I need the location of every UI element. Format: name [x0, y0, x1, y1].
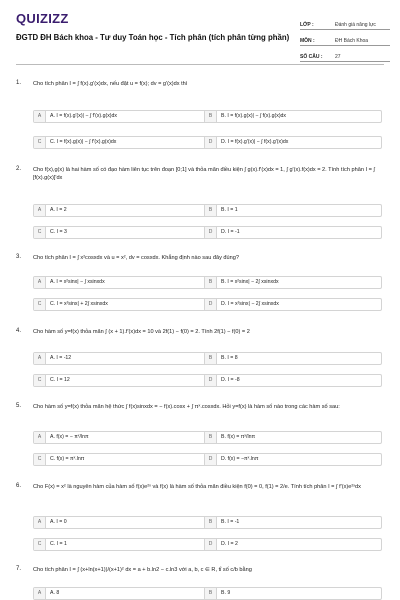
question-number: 3. [16, 254, 22, 260]
option-d[interactable] [204, 226, 382, 239]
option-text: C. I = 1 [50, 541, 67, 547]
option-letter: D [205, 539, 217, 550]
meta-key: SỐ CÂU : [300, 54, 323, 60]
option-text: C. I = f(x).g(x)| − ∫ f'(x).g(x)dx [50, 139, 117, 145]
document-title: ĐGTD ĐH Bách khoa - Tư duy Toán học - Tích phân (tích phân từng phần) [16, 33, 290, 42]
option-b[interactable] [204, 352, 382, 365]
option-letter: B [205, 205, 217, 216]
option-a[interactable] [33, 110, 211, 123]
option-a[interactable] [33, 587, 211, 600]
option-b[interactable] [204, 516, 382, 529]
option-letter: C [34, 137, 46, 148]
question-text: Cho f(x),g(x) là hai hàm số có đạo hàm liên tục trên đoạn [0;1] và thỏa mãn điều kiện ∫ g(x).f'(x)dx = 1, ∫ g'(x).f(x)dx = 2. Tính tích phân I = ∫ [f(x).g(x)]'dx [33, 167, 375, 181]
option-letter: B [205, 353, 217, 364]
option-letter: A [34, 111, 46, 122]
option-a[interactable] [33, 431, 211, 444]
option-letter: A [34, 432, 46, 443]
option-text: A. I = f(x).g'(x)| − ∫ f'(x).g(x)dx [50, 113, 118, 119]
option-a[interactable] [33, 204, 211, 217]
option-letter: A [34, 588, 46, 599]
option-b[interactable] [204, 587, 382, 600]
option-a[interactable] [33, 276, 211, 289]
option-letter: D [205, 299, 217, 310]
option-a[interactable] [33, 352, 211, 365]
meta-value: 27 [335, 54, 341, 60]
option-text: A. I = 0 [50, 519, 67, 525]
meta-info [300, 16, 390, 64]
option-b[interactable] [204, 276, 382, 289]
option-letter: A [34, 353, 46, 364]
question-number: 5. [16, 403, 22, 409]
meta-value: Đánh giá năng lực [335, 22, 376, 28]
option-c[interactable] [33, 136, 211, 149]
meta-row-subject [300, 32, 390, 46]
option-text: B. I = x²sinx| − 2∫ xsinxdx [221, 279, 279, 285]
question-text: Cho hàm số y=f(x) thỏa mãn hệ thức ∫ f(x)sinxdx = − f(x).cosx + ∫ πˣ.cosxdx. Hỏi y=f(x) là hàm số nào trong các hàm số sau: [33, 404, 340, 410]
question-text: Cho F(x) = x² là nguyên hàm của hàm số f(x)e²ˣ và f(x) là hàm số thỏa mãn điều kiện f(0) = 0, f(1) = 2/e. Tính tích phân I = ∫ f'(x)e²ˣdx [33, 484, 361, 490]
question-text: Cho tích phân I = ∫ x²cosxdx và u = x², dv = cosxdx. Khẳng định nào sau đây đúng? [33, 255, 239, 261]
option-letter: C [34, 227, 46, 238]
option-letter: D [205, 375, 217, 386]
question-number: 4. [16, 328, 22, 334]
option-text: B. I = 8 [221, 355, 238, 361]
quizizz-logo: QUIZIZZ [16, 11, 69, 26]
option-text: D. I = -8 [221, 377, 240, 383]
option-d[interactable] [204, 298, 382, 311]
question-number: 1. [16, 80, 22, 86]
header-divider [16, 64, 384, 65]
meta-key: LỚP : [300, 22, 314, 28]
option-letter: B [205, 432, 217, 443]
option-c[interactable] [33, 298, 211, 311]
option-b[interactable] [204, 204, 382, 217]
option-text: B. 9 [221, 590, 231, 596]
option-text: A. 8 [50, 590, 60, 596]
question-number: 7. [16, 566, 22, 572]
option-d[interactable] [204, 136, 382, 149]
option-letter: A [34, 517, 46, 528]
option-text: C. I = 3 [50, 229, 67, 235]
option-text: C. f(x) = πˣ.lnπ [50, 456, 85, 462]
option-letter: D [205, 454, 217, 465]
meta-value: ĐH Bách Khoa [335, 38, 369, 44]
question-number: 2. [16, 166, 22, 172]
option-text: B. I = 1 [221, 207, 238, 213]
document-header [0, 0, 400, 60]
question-number: 6. [16, 483, 22, 489]
meta-row-class [300, 16, 390, 30]
option-letter: B [205, 111, 217, 122]
option-text: A. I = 2 [50, 207, 67, 213]
option-text: A. I = -12 [50, 355, 72, 361]
option-c[interactable] [33, 538, 211, 551]
question-text: Cho hàm số y=f(x) thỏa mãn ∫ (x + 1).f'(x)dx = 10 và 2f(1) − f(0) = 2. Tính 2f(1) − f(0) = 2 [33, 329, 250, 335]
option-text: D. I = f(x).g'(x)| − ∫ f(x).g'(x)dx [221, 139, 289, 145]
meta-row-count [300, 48, 390, 62]
option-text: D. I = x²sinx| − 2∫ xsinxdx [221, 301, 279, 307]
question-text: Cho tích phân I = ∫ f(x).g'(x)dx, nếu đặt u = f(x); dv = g'(x)dx thì [33, 81, 188, 87]
option-c[interactable] [33, 226, 211, 239]
option-text: A. f(x) = − πˣ/lnπ [50, 434, 89, 440]
option-letter: C [34, 454, 46, 465]
option-text: A. I = x²sinx| − ∫ xsinxdx [50, 279, 105, 285]
option-d[interactable] [204, 453, 382, 466]
option-c[interactable] [33, 374, 211, 387]
option-text: C. I = 12 [50, 377, 70, 383]
option-text: B. I = f(x).g(x)| − ∫ f(x).g(x)dx [221, 113, 287, 119]
option-b[interactable] [204, 431, 382, 444]
option-letter: C [34, 539, 46, 550]
option-letter: A [34, 205, 46, 216]
option-text: D. I = 2 [221, 541, 238, 547]
question-text: Cho tích phân I = ∫ (x+ln(x+1))/(x+1)² dx = a + b.ln2 − c.ln3 với a, b, c ∈ R, tỉ số c/b bằng [33, 567, 252, 573]
option-b[interactable] [204, 110, 382, 123]
option-letter: B [205, 588, 217, 599]
option-letter: B [205, 277, 217, 288]
option-text: D. I = -1 [221, 229, 240, 235]
option-letter: D [205, 227, 217, 238]
meta-key: MÔN : [300, 38, 315, 44]
option-text: D. f(x) = −πˣ.lnπ [221, 456, 259, 462]
option-text: C. I = x²sinx| + 2∫ xsinxdx [50, 301, 108, 307]
option-text: B. I = -1 [221, 519, 240, 525]
option-d[interactable] [204, 538, 382, 551]
option-letter: D [205, 137, 217, 148]
option-c[interactable] [33, 453, 211, 466]
option-letter: B [205, 517, 217, 528]
option-letter: C [34, 375, 46, 386]
option-letter: A [34, 277, 46, 288]
option-d[interactable] [204, 374, 382, 387]
option-text: B. f(x) = πˣ/lnπ [221, 434, 256, 440]
option-a[interactable] [33, 516, 211, 529]
option-letter: C [34, 299, 46, 310]
